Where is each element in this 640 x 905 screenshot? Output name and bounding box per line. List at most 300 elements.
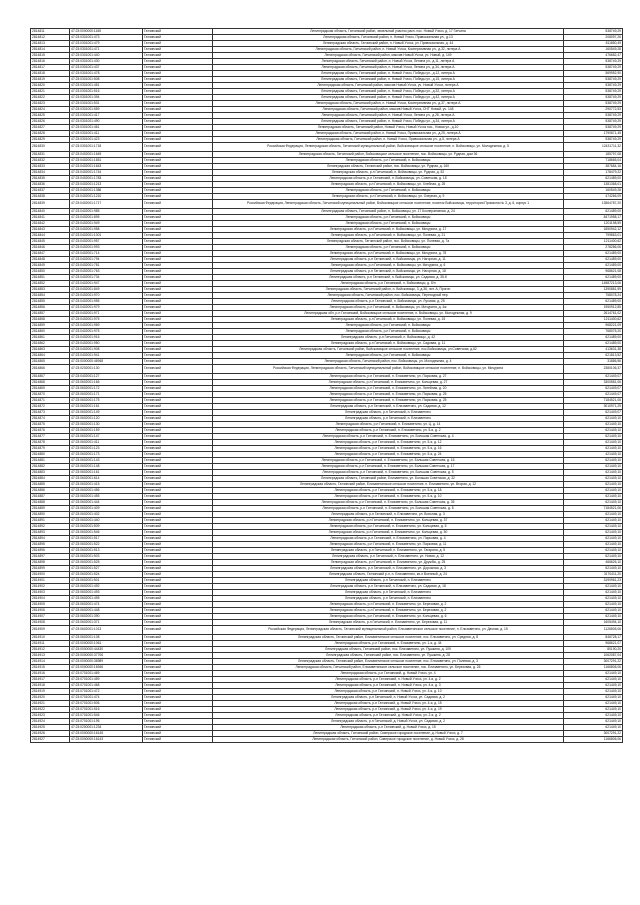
district-cell: Гатчинский [143,83,213,89]
value-cell: 538749,29 [564,65,623,71]
district-cell: Гатчинский [143,41,213,47]
address-cell: Ленинградская область, Гатчинский район, массив Новый Учхоз, уч. Новый Учхоз, литера А [213,83,564,89]
cadastral-number-cell: 47:23:0000000:16143 [70,737,143,743]
row-number-cell: 2814844 [31,233,70,239]
cadastral-number-cell: 47:23:0602001:108 [70,635,143,641]
address-cell: Ленинградская область, Гатчинский район, п. Новый Учхоз, Ленина ул., д.28, литера А [213,113,564,119]
district-cell: Гатчинский [143,512,213,518]
address-cell: Ленинградская область, Гатчинский район, пос. Войсковицы, ул. Молодежная, д. 4 [213,359,564,365]
cadastral-number-cell: 47:23:0402001:969 [70,323,143,329]
value-cell: 621489,00 [564,335,623,341]
district-cell: Гатчинский [143,245,213,251]
value-cell: 1950912,85 [564,305,623,311]
value-cell: 538749,29 [564,77,623,83]
cadastral-number-cell: 47:23:0701001:474 [70,695,143,701]
district-cell: Гатчинский [143,476,213,482]
row-number-cell: 2814818 [31,71,70,77]
address-cell: Ленинградская область, р-н Гатчинский, п. Войсковицы, ул. Нагорная, д. 11 [213,257,564,263]
cadastral-number-cell: 47:23:0402001:957 [70,239,143,245]
cadastral-number-cell: 47:23:0402001:941 [70,353,143,359]
cadastral-number-cell: 47:23:0301001:473 [70,35,143,41]
district-cell: Гатчинский [143,188,213,194]
district-cell: Гатчинский [143,647,213,653]
cadastral-number-cell: 47:23:0701001:195 [70,719,143,725]
row-number-cell: 2814843 [31,227,70,233]
district-cell: Гатчинский [143,713,213,719]
address-cell: Ленинградская область, Гатчинский район, Новый Учхоз, Новый Учхоз пос., Новая ул., д.10 [213,125,564,131]
cadastral-number-cell: 47:23:0402001:794 [70,257,143,263]
cadastral-number-cell: 47:23:0402001:1643 [70,164,143,170]
cadastral-number-cell: 47:23:0602001:614 [70,476,143,482]
cadastral-number-cell: 47:23:0200001:1234 [70,725,143,731]
row-number-cell: 2814847 [31,251,70,257]
value-cell: 621449,10 [564,590,623,596]
row-number-cell: 2814883 [31,470,70,476]
cadastral-number-cell: 47:23:0301001:490 [70,119,143,125]
value-cell: 538749,29 [564,137,623,143]
value-cell: 1062087,04 [564,653,623,659]
address-cell: Ленинградская область, Гатчинский район, п. Войсковицы, ул. 17 Кооперативная, д. 24 [213,209,564,215]
row-number-cell: 2814923 [31,713,70,719]
cadastral-number-cell: 47:23:0701001:472 [70,689,143,695]
row-number-cell: 2814893 [31,530,70,536]
district-cell: Гатчинский [143,719,213,725]
value-cell: 12431711,32 [564,143,623,152]
row-number-cell: 2814912 [31,647,70,653]
row-number-cell: 2814901 [31,578,70,584]
row-number-cell: 2814857 [31,311,70,317]
row-number-cell: 2814898 [31,560,70,566]
cadastral-number-cell: 47:23:0602001:524 [70,572,143,578]
district-cell: Гатчинский [143,641,213,647]
address-cell: Ленинградская область, р-н Гатчинский, п. Елизаветино, ул. 5-я, д. 2 [213,428,564,434]
value-cell: 621449,10 [564,476,623,482]
address-cell: Ленинградская область, р-н Гатчинский, п. Елизаветино, ул. Ц, д. 14 [213,422,564,428]
district-cell: Гатчинский [143,251,213,257]
cadastral-number-cell: 47:23:0602001:172 [70,386,143,392]
registry-table [30,28,623,743]
cadastral-number-cell: 47:23:0402001:947 [70,281,143,287]
address-cell: Российская Федерация, Ленинградская область, Гатчинский муниципальный район, Елизаветинское сельское поселение, п. Елизаветино, ул. Дачная, д. 15 [213,626,564,635]
address-cell: Ленинградская область, р-н Гатчинский, п. Елизаветино, ул. 5-я, д. 10 [213,494,564,500]
district-cell: Гатчинский [143,707,213,713]
value-cell: 621449,07 [564,374,623,380]
value-cell: 621449,10 [564,695,623,701]
address-cell: Ленинградская область, р-н Гатчинский, п. Елизаветино, ул. 1-я, д. 44 [213,641,564,647]
value-cell: 7184521,06 [564,398,623,404]
district-cell: Гатчинский [143,695,213,701]
district-cell: Гатчинский [143,428,213,434]
value-cell: 278286,06 [564,245,623,251]
cadastral-number-cell: 47:23:0602001:495 [70,596,143,602]
row-number-cell: 2814908 [31,620,70,626]
address-cell: Ленинградская область, р-н Гатчинский, п. Елизаветино [213,578,564,584]
address-cell: Ленинградская область, р-н Гатчинский, п. Елизаветино, ул. Кольцевая, д. 37 [213,518,564,524]
cadastral-number-cell: 47:23:0000000:37706 [70,653,143,659]
district-cell: Гатчинский [143,164,213,170]
row-number-cell: 2814887 [31,494,70,500]
row-number-cell: 2814889 [31,506,70,512]
cadastral-number-cell: 47:23:0402001:849 [70,287,143,293]
address-cell: Ленинградская область, р-н Гатчинский, д. Новый Учхоз, д. 15 [213,725,564,731]
district-cell: Гатчинский [143,614,213,620]
district-cell: Гатчинский [143,305,213,311]
address-cell: Ленинградская область, р-н Гатчинский, д. Новый Учхоз, ул. 4-я, д. 15 [213,701,564,707]
row-number-cell: 2814925 [31,725,70,731]
value-cell: 621449,10 [564,440,623,446]
row-number-cell: 2814835 [31,176,70,182]
value-cell: 3007291,22 [564,731,623,737]
cadastral-number-cell: 47:23:0402001:1210 [70,194,143,200]
district-cell: Гатчинский [143,95,213,101]
row-number-cell: 2814837 [31,188,70,194]
district-cell: Гатчинский [143,602,213,608]
district-cell: Гатчинский [143,293,213,299]
value-cell: 621449,10 [564,602,623,608]
address-cell: Ленинградская область, р-н Гатчинский, п. Войсковицы, ул. Полевая, д. 21 [213,233,564,239]
value-cell: 758078,24 [564,293,623,299]
address-cell: Ленинградская область, р-н Гатчинский, п. Елизаветино, ул. Кольцевая, д. 6 [213,614,564,620]
address-cell: Ленинградская область, р-н Гатчинский, п. Войсковицы, ул. Луговая, д. 25 [213,299,564,305]
address-cell: Ленинградская обл, р-н Гатчинский, Войсковицкое сельское поселение, п. Войсковицы, ул. Молодежная, д. 9 [213,311,564,317]
address-cell: Ленинградская область, р-н Гатчинский, п. Елизаветино [213,410,564,416]
value-cell: 2614761,02 [564,311,623,317]
address-cell: Ленинградская область, р-н Гатчинский, д. Новый Учхоз, ул. 2-я, д. 2 [213,713,564,719]
address-cell: Ленинградская область, р-н Гатчинский, п. Войсковицы [213,188,564,194]
district-cell: Гатчинский [143,215,213,221]
address-cell: Ленинградская область, р-н Гатчинский, п. Войсковицы, д. б/н [213,281,564,287]
district-cell: Гатчинский [143,482,213,488]
value-cell: 621449,10 [564,719,623,725]
address-cell: Ленинградская область, р-н Гатчинский, п. Елизаветино, ул. Парковая, д. 11 [213,542,564,548]
district-cell: Гатчинский [143,500,213,506]
address-cell: Ленинградская область, р-н Гатчинский, п. Елизаветино, ул. Большая Советская, д. 8 [213,506,564,512]
district-cell: Гатчинский [143,119,213,125]
district-cell: Гатчинский [143,194,213,200]
cadastral-number-cell: 47:23:0402001:916 [70,335,143,341]
value-cell: 621449,10 [564,416,623,422]
address-cell: Ленинградская область, Гатчинский район, пос. Войсковицы, ул. Рудная, д. 160 [213,164,564,170]
row-number-cell: 2814866 [31,365,70,374]
row-number-cell: 2814920 [31,695,70,701]
value-cell: 1211400,62 [564,239,623,245]
cadastral-number-cell: 47:23:0402001:979 [70,305,143,311]
cadastral-number-cell: 47:23:0402001:975 [70,317,143,323]
row-number-cell: 2814913 [31,653,70,659]
cadastral-number-cell: 47:23:0402001:781 [70,263,143,269]
value-cell: 476682,47 [564,53,623,59]
row-number-cell: 2814825 [31,113,70,119]
value-cell: 178479,22 [564,170,623,176]
cadastral-number-cell: 47:23:0602001:501 [70,578,143,584]
district-cell: Гатчинский [143,89,213,95]
cadastral-number-cell: 47:23:0402001:1213 [70,182,143,188]
value-cell: 621449,10 [564,542,623,548]
district-cell: Гатчинский [143,392,213,398]
cadastral-number-cell: 47:23:0000000:1165 [70,29,143,35]
row-number-cell: 2814851 [31,275,70,281]
cadastral-number-cell: 47:23:0602001:149 [70,410,143,416]
district-cell: Гатчинский [143,335,213,341]
value-cell: 13564787,20 [564,200,623,209]
value-cell: 413631,38 [564,347,623,353]
address-cell: Ленинградская область, р-н Гатчинский, д. Новый Учхоз, ул. 4 [213,671,564,677]
value-cell: 621449,07 [564,410,623,416]
cadastral-number-cell: 47:23:0402001:908 [70,347,143,353]
value-cell: 621449,10 [564,584,623,590]
cadastral-number-cell: 47:23:0701001:546 [70,713,143,719]
cadastral-number-cell: 47:23:0301001:479 [70,41,143,47]
district-cell: Гатчинский [143,323,213,329]
row-number-cell: 2814850 [31,269,70,275]
address-cell: Ленинградская область, Гатчинский район, пос. Войсковицы, ул. Полевая, д. 7а [213,239,564,245]
cadastral-number-cell: 47:23:0602001:525 [70,560,143,566]
value-cell: 621489,00 [564,257,623,263]
district-cell: Гатчинский [143,77,213,83]
address-cell: Ленинградская область, Гатчинский район, массив Новый Учхоз, СНТ Новый, уч. 148 [213,107,564,113]
cadastral-number-cell: 47:23:0301001:451 [70,83,143,89]
cadastral-number-cell: 47:23:0602001:522 [70,542,143,548]
district-cell: Гатчинский [143,548,213,554]
value-cell: 3007291,22 [564,659,623,665]
cadastral-number-cell: 47:23:0602001:546 [70,530,143,536]
value-cell: 621449,10 [564,524,623,530]
cadastral-number-cell: 47:23:0602001:409 [70,506,143,512]
row-number-cell: 2814902 [31,584,70,590]
address-cell: Ленинградская область, Гатчинский р-н, п. Елизаветино, кв-л Военный, д. 24 [213,572,564,578]
district-cell: Гатчинский [143,137,213,143]
row-number-cell: 2814904 [31,596,70,602]
cadastral-number-cell: 47:23:0602001:411 [70,440,143,446]
district-cell: Гатчинский [143,170,213,176]
row-number-cell: 2814919 [31,689,70,695]
row-number-cell: 2814914 [31,659,70,665]
address-cell: Ленинградская область, р-н Гатчинский, п. Елизаветино, ул. Большая Советская, д. 35 [213,500,564,506]
district-cell: Гатчинский [143,281,213,287]
row-number-cell: 2814895 [31,542,70,548]
district-cell: Гатчинский [143,239,213,245]
cadastral-number-cell: 47:23:0402001:895 [70,215,143,221]
district-cell: Гатчинский [143,380,213,386]
value-cell: 474266,09 [564,194,623,200]
address-cell: Ленинградская область, р-н Гатчинский, п. Войсковицы, ул. Мичурина, д. 6 [213,263,564,269]
row-number-cell: 2814921 [31,701,70,707]
value-cell: 621489,00 [564,275,623,281]
district-cell: Гатчинский [143,416,213,422]
address-cell: Ленинградская область, р-н Гатчинский, п. Елизаветино, ул. 5-я, д. 12 [213,440,564,446]
value-cell: 621449,10 [564,518,623,524]
value-cell: 968221,09 [564,323,623,329]
district-cell: Гатчинский [143,410,213,416]
cadastral-number-cell: 47:23:0602001:440 [70,518,143,524]
value-cell: 538749,29 [564,83,623,89]
row-number-cell: 2814922 [31,707,70,713]
address-cell: Ленинградская область, Гатчинский район, п. Новый Учхоз, Победы ул., д.34, литера А [213,119,564,125]
value-cell: 621449,10 [564,458,623,464]
value-cell: 14587213,06 [564,281,623,287]
address-cell: Ленинградская область, р-н Гатчинский, д. Новый Учхоз, ул. 4-я, д. 19 [213,707,564,713]
district-cell: Гатчинский [143,353,213,359]
value-cell: 768075,20 [564,329,623,335]
address-cell: Ленинградская область, р-н Гатчинский, п. Елизаветино, ул. Березовая, д. 2 [213,608,564,614]
value-cell: 621449,10 [564,554,623,560]
value-cell: 621449,10 [564,701,623,707]
cadastral-number-cell: 47:23:0402001:975 [70,329,143,335]
value-cell: 718665,04 [564,158,623,164]
value-cell: 621449,10 [564,470,623,476]
district-cell: Гатчинский [143,125,213,131]
row-number-cell: 2814865 [31,359,70,365]
district-cell: Гатчинский [143,275,213,281]
address-cell: Российская Федерация, Ленинградская область, Гатчинский муниципальный район, Войсковицкое сельское поселение, п. Войсковицы, ул. Мичурина [213,365,564,374]
district-cell: Гатчинский [143,554,213,560]
row-number-cell: 2814869 [31,386,70,392]
row-number-cell: 2814817 [31,65,70,71]
address-cell: Ленинградская область, р-н Гатчинский, п. Елизаветино, ул. Вольная, д. 3 [213,512,564,518]
district-cell: Гатчинский [143,635,213,641]
district-cell: Гатчинский [143,608,213,614]
value-cell: 621449,10 [564,725,623,731]
district-cell: Гатчинский [143,35,213,41]
address-cell: Ленинградская область, р-н Гатчинский, п. Войсковицы, ул. Хлебная, д. 25 [213,182,564,188]
row-number-cell: 2814880 [31,452,70,458]
cadastral-number-cell: 47:23:0202001:130 [70,365,143,374]
row-number-cell: 2814862 [31,341,70,347]
address-cell: Ленинградская область, р-н Гатчинский, п. Войсковицы, ул. Рудная, д. 52 [213,170,564,176]
cadastral-number-cell: 47:23:0602001:456 [70,488,143,494]
district-cell: Гатчинский [143,422,213,428]
value-cell: 621449,10 [564,689,623,695]
row-number-cell: 2814903 [31,590,70,596]
value-cell: 3010971,29 [564,404,623,410]
row-number-cell: 2814918 [31,683,70,689]
district-cell: Гатчинский [143,584,213,590]
cadastral-number-cell: 47:23:0301001:531 [70,101,143,107]
district-cell: Гатчинский [143,386,213,392]
row-number-cell: 2814868 [31,380,70,386]
address-cell: Ленинградская область, Гатчинский район, п. Новый Учхоз, Победы ул., д.42, литера А [213,95,564,101]
row-number-cell: 2814896 [31,548,70,554]
district-cell: Гатчинский [143,374,213,380]
cadastral-number-cell: 47:23:0602001:493 [70,590,143,596]
value-cell: 185797,08 [564,152,623,158]
value-cell: 3190961,23 [564,578,623,584]
value-cell: 1166806,06 [564,665,623,671]
cadastral-number-cell: 47:23:0701001:516 [70,707,143,713]
table-row [31,365,623,374]
row-number-cell: 2814842 [31,221,70,227]
cadastral-number-cell: 47:23:0602001:171 [70,392,143,398]
cadastral-number-cell: 47:23:0301001:394 [70,95,143,101]
district-cell: Гатчинский [143,311,213,317]
address-cell: Ленинградская область, р-н Гатчинский, п. Войсковицы, ул. Садовая, д. 35-б [213,275,564,281]
cadastral-number-cell: 47:23:0602001:161 [70,470,143,476]
district-cell: Гатчинский [143,200,213,209]
address-cell: Ленинградская область, Гатчинский район, Войсковицкое сельское поселение, пос. Войсковицы, ул. Рудная, дом 36 [213,152,564,158]
value-cell: 621489,00 [564,209,623,215]
value-cell: 621449,07 [564,386,623,392]
address-cell: Ленинградская область, р-н Гатчинский, п. Елизаветино, ул. Большая Советская, д. 17 [213,464,564,470]
value-cell: 621449,10 [564,596,623,602]
address-cell: Ленинградская область, р-н Гатчинский, д. Новый Учхоз, ул. Садовая, д. 2 [213,719,564,725]
address-cell: Ленинградская область, р-н Гатчинский, п. Войсковицы [213,245,564,251]
cadastral-number-cell: 47:23:0602001:123 [70,446,143,452]
value-cell: 621449,10 [564,482,623,488]
document-page [30,28,621,878]
cadastral-number-cell: 47:23:0402001:970 [70,293,143,299]
address-cell: Ленинградская область, р-н Гатчинский, п. Елизаветино, ул. Гагарина, д. 5 [213,548,564,554]
address-cell: Ленинградская область, р-н Гатчинский, п. Войсковицы [213,353,564,359]
value-cell: 621813,52 [564,353,623,359]
address-cell: Ленинградская область, Гатчинский район, Елизаветинское сельское поселение, п. Елизаветино, ул. Вторая, д. 12 [213,482,564,488]
cadastral-number-cell: 47:23:0602001:175 [70,398,143,404]
address-cell: Ленинградская область, р-н Гатчинский, п. Елизаветино, ул. Литейная, д. 20 [213,386,564,392]
value-cell: 621449,10 [564,707,623,713]
cadastral-number-cell: 47:23:0402001:1386 [70,188,143,194]
address-cell: Ленинградская область, р-н Гатчинский, п. Елизаветино, ул. 5-я, д. 24 [213,452,564,458]
district-cell: Гатчинский [143,71,213,77]
value-cell: 7184521,06 [564,506,623,512]
value-cell: 538749,29 [564,89,623,95]
cadastral-number-cell: 47:23:0602001:503 [70,554,143,560]
row-number-cell: 2814916 [31,671,70,677]
row-number-cell: 2814832 [31,158,70,164]
district-cell: Гатчинский [143,158,213,164]
address-cell: Ленинградская область, Гатчинский район, пос. Елизаветино, ул. Пушкина, д. 109 [213,647,564,653]
row-number-cell: 2814826 [31,119,70,125]
district-cell: Гатчинский [143,737,213,743]
address-cell: Ленинградская область, р-н Гатчинский, п. Новый Учхоз, ул. 4-я, д. 10 [213,689,564,695]
cadastral-number-cell: 47:23:0301001:411 [70,131,143,137]
district-cell: Гатчинский [143,566,213,572]
address-cell: Ленинградская область, р-н Гатчинский, п. Елизаветино, ул. Садовая, д. 18 [213,584,564,590]
value-cell: 621449,10 [564,422,623,428]
cadastral-number-cell: 47:23:0602001:492 [70,584,143,590]
address-cell: Ленинградская область, р-н Гатчинский, п. Новый Учхоз, ул. 4-я, д. 3 [213,683,564,689]
cadastral-number-cell: 47:23:0402001:714 [70,251,143,257]
value-cell: 387684,16 [564,164,623,170]
cadastral-number-cell: 47:23:0000000:36989 [70,659,143,665]
district-cell: Гатчинский [143,620,213,626]
district-cell: Гатчинский [143,542,213,548]
address-cell: Ленинградская область, р-н Гатчинский, п. Войсковицы, ул. Мичурина, д. 17 [213,227,564,233]
row-number-cell: 2814819 [31,77,70,83]
cadastral-number-cell: 47:23:0701001:468 [70,683,143,689]
cadastral-number-cell: 47:23:0602001:120 [70,416,143,422]
district-cell: Гатчинский [143,458,213,464]
value-cell: 538749,29 [564,29,623,35]
district-cell: Гатчинский [143,665,213,671]
value-cell: 621449,10 [564,530,623,536]
district-cell: Гатчинский [143,221,213,227]
row-number-cell: 2814927 [31,737,70,743]
address-cell: Ленинградская область, р-н Гатчинский, п. Елизаветино, ул. Большая Советская, д. 4 [213,434,564,440]
row-number-cell: 2814861 [31,335,70,341]
value-cell: 3170411,20 [564,572,623,578]
value-cell: 621449,10 [564,446,623,452]
cadastral-number-cell: 47:23:0301001:508 [70,77,143,83]
value-cell: 621449,10 [564,677,623,683]
cadastral-number-cell: 47:23:0402001:950 [70,341,143,347]
cadastral-number-cell: 47:23:0301001:461 [70,125,143,131]
address-cell: Ленинградская область, Гатчинский район, п. Войсковицы, 3, д.36, лит. А, Прогон [213,287,564,293]
row-number-cell: 2814828 [31,131,70,137]
value-cell: 1211400,62 [564,317,623,323]
cadastral-number-cell: 47:23:0602001:474 [70,602,143,608]
value-cell: 1201198,59 [564,221,623,227]
district-cell: Гатчинский [143,65,213,71]
row-number-cell: 2814881 [31,458,70,464]
